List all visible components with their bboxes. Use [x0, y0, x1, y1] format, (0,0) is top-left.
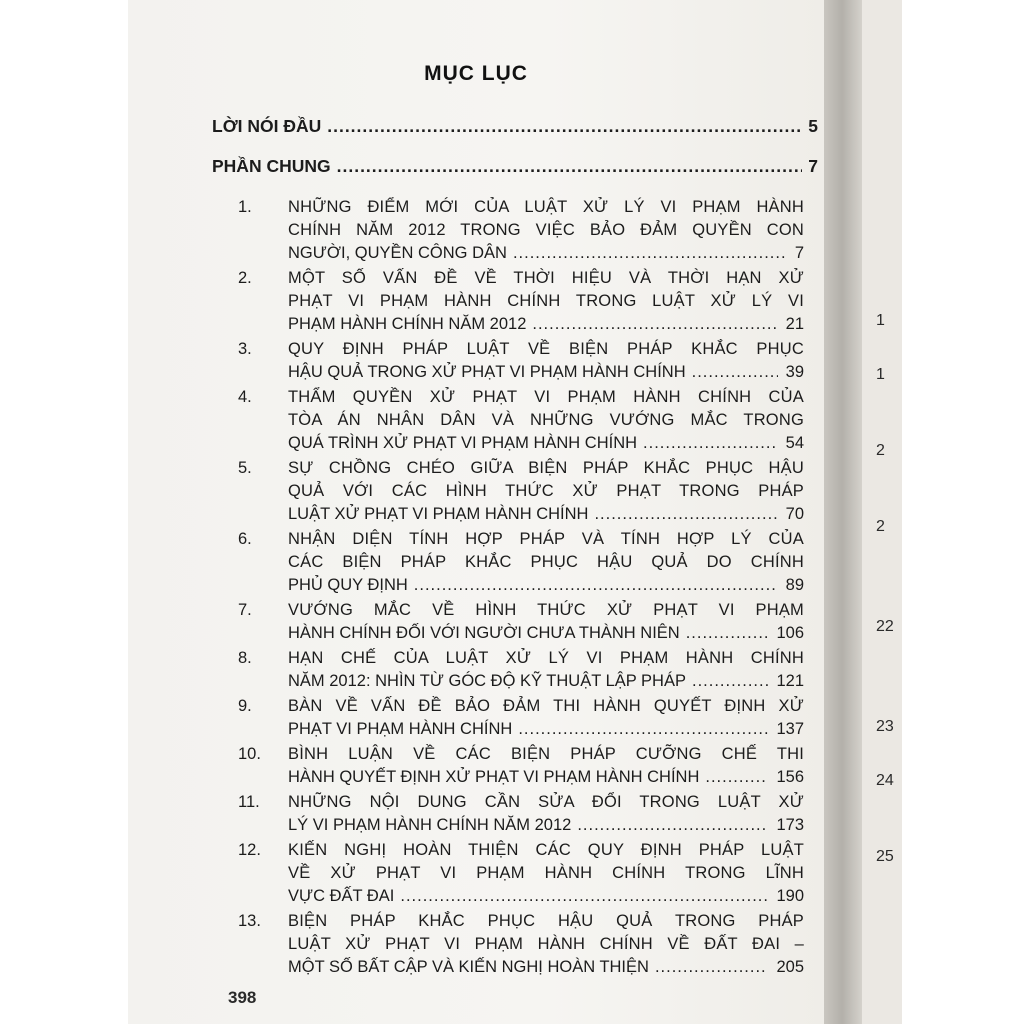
- table-of-contents: [212, 116, 818, 981]
- dot-leader: [655, 956, 769, 979]
- entry-page: 121: [776, 672, 804, 690]
- adjacent-page-number: 2: [876, 518, 885, 535]
- dot-leader: [400, 885, 768, 908]
- entry-line: HẬU QUẢ TRONG XỬ PHẠT VI PHẠM HÀNH CHÍNH: [288, 363, 686, 381]
- entry-line: PHẠT VI PHẠM HÀNH CHÍNH TRONG LUẬT XỬ LÝ VI: [288, 292, 804, 310]
- entry-page: 21: [785, 315, 804, 333]
- adjacent-page-number: 1: [876, 312, 885, 329]
- toc-entry: [212, 791, 818, 837]
- toc-entry: [212, 839, 818, 908]
- entry-line: VỀ XỬ PHẠT VI PHẠM HÀNH CHÍNH TRONG LĨNH: [288, 864, 804, 882]
- toc-entry: [212, 647, 818, 693]
- entry-line: NHỮNG ĐIỂM MỚI CỦA LUẬT XỬ LÝ VI PHẠM HÀNH: [288, 198, 804, 216]
- entry-number: 9.: [238, 697, 252, 715]
- entry-page: 190: [776, 887, 804, 905]
- page-number: 398: [228, 988, 257, 1007]
- entry-line: CHÍNH NĂM 2012 TRONG VIỆC BẢO ĐẢM QUYỀN CON: [288, 221, 804, 239]
- entry-line: LÝ VI PHẠM HÀNH CHÍNH NĂM 2012: [288, 816, 572, 834]
- entry-line: KIẾN NGHỊ HOÀN THIỆN CÁC QUY ĐỊNH PHÁP LUẬT: [288, 841, 804, 859]
- entry-page: 106: [776, 624, 804, 642]
- section-label: LỜI NÓI ĐẦU: [212, 116, 322, 136]
- page-title: MỤC LỤC: [424, 62, 528, 85]
- toc-entry: [212, 267, 818, 336]
- toc-entry: [212, 528, 818, 597]
- adjacent-page-number: 23: [876, 718, 894, 735]
- adjacent-page-number: 22: [876, 618, 894, 635]
- book-spine: [824, 0, 864, 1024]
- toc-entry: [212, 910, 818, 979]
- dot-leader: [414, 574, 778, 597]
- entry-line: HÀNH QUYẾT ĐỊNH XỬ PHẠT VI PHẠM HÀNH CHÍNH: [288, 768, 700, 786]
- entry-number: 3.: [238, 340, 252, 358]
- entry-line: VƯỚNG MẮC VỀ HÌNH THỨC XỬ PHẠT VI PHẠM: [288, 601, 804, 619]
- entry-page: 7: [794, 244, 804, 262]
- entry-line: CÁC BIỆN PHÁP KHẮC PHỤC HẬU QUẢ DO CHÍNH: [288, 553, 804, 571]
- entry-number: 1.: [238, 198, 252, 216]
- entry-line: MỘT SỐ BẤT CẬP VÀ KIẾN NGHỊ HOÀN THIỆN: [288, 958, 649, 976]
- entry-page: 39: [785, 363, 804, 381]
- entry-line: THẨM QUYỀN XỬ PHẠT VI PHẠM HÀNH CHÍNH CỦA: [288, 388, 804, 406]
- dot-leader: [692, 361, 778, 384]
- entry-line: PHẠM HÀNH CHÍNH NĂM 2012: [288, 315, 527, 333]
- dot-leader: [686, 622, 769, 645]
- entry-line: NHỮNG NỘI DUNG CẦN SỬA ĐỔI TRONG LUẬT XỬ: [288, 793, 804, 811]
- entry-line: LUẬT XỬ PHẠT VI PHẠM HÀNH CHÍNH: [288, 505, 589, 523]
- entry-page: 70: [785, 505, 804, 523]
- dot-leader: [532, 313, 777, 336]
- dot-leader: [692, 670, 768, 693]
- dot-leader: [577, 814, 768, 837]
- entry-page: 205: [776, 958, 804, 976]
- entry-line: NĂM 2012: NHÌN TỪ GÓC ĐỘ KỸ THUẬT LẬP PHÁP: [288, 672, 686, 690]
- entry-line: HẠN CHẾ CỦA LUẬT XỬ LÝ VI PHẠM HÀNH CHÍNH: [288, 649, 804, 667]
- toc-entry: [212, 386, 818, 455]
- toc-entry: [212, 599, 818, 645]
- entry-number: 5.: [238, 459, 252, 477]
- section-label: PHẦN CHUNG: [212, 156, 331, 176]
- entry-line: QUẢ VỚI CÁC HÌNH THỨC XỬ PHẠT TRONG PHÁP: [288, 482, 804, 500]
- entry-page: 173: [776, 816, 804, 834]
- toc-section: [212, 156, 818, 178]
- entry-number: 8.: [238, 649, 252, 667]
- entry-line: BÌNH LUẬN VỀ CÁC BIỆN PHÁP CƯỠNG CHẾ THI: [288, 745, 804, 763]
- entry-number: 10.: [238, 745, 261, 763]
- adjacent-page: [862, 0, 902, 1024]
- entry-page: 137: [776, 720, 804, 738]
- adjacent-page-number: 24: [876, 772, 894, 789]
- entry-line: QUY ĐỊNH PHÁP LUẬT VỀ BIỆN PHÁP KHẮC PHỤC: [288, 340, 804, 358]
- dot-leader: [327, 116, 802, 137]
- entry-number: 11.: [238, 793, 260, 811]
- entry-page: 156: [776, 768, 804, 786]
- entry-line: LUẬT XỬ PHẠT VI PHẠM HÀNH CHÍNH VỀ ĐẤT ĐAI –: [288, 935, 804, 953]
- adjacent-page-number: 2: [876, 442, 885, 459]
- entry-line: NGƯỜI, QUYỀN CÔNG DÂN: [288, 244, 507, 262]
- book-page: [128, 0, 824, 1024]
- entry-line: MỘT SỐ VẤN ĐỀ VỀ THỜI HIỆU VÀ THỜI HẠN XỬ: [288, 269, 804, 287]
- entry-page: 54: [785, 434, 804, 452]
- entry-line: SỰ CHỒNG CHÉO GIỮA BIỆN PHÁP KHẮC PHỤC HẬU: [288, 459, 804, 477]
- entry-line: VỰC ĐẤT ĐAI: [288, 887, 395, 905]
- dot-leader: [643, 432, 778, 455]
- toc-entry: [212, 457, 818, 526]
- adjacent-page-number: 25: [876, 848, 894, 865]
- entry-number: 4.: [238, 388, 252, 406]
- adjacent-page-number: 1: [876, 366, 885, 383]
- section-page: 7: [808, 156, 818, 176]
- toc-entry: [212, 743, 818, 789]
- toc-entry: [212, 695, 818, 741]
- entry-line: PHỦ QUY ĐỊNH: [288, 576, 408, 594]
- toc-entry: [212, 196, 818, 265]
- entry-line: HÀNH CHÍNH ĐỐI VỚI NGƯỜI CHƯA THÀNH NIÊN: [288, 624, 680, 642]
- toc-section: [212, 116, 818, 138]
- entry-line: NHẬN DIỆN TÍNH HỢP PHÁP VÀ TÍNH HỢP LÝ CỦA: [288, 530, 804, 548]
- entry-page: 89: [785, 576, 804, 594]
- entry-line: QUÁ TRÌNH XỬ PHẠT VI PHẠM HÀNH CHÍNH: [288, 434, 638, 452]
- entry-line: TÒA ÁN NHÂN DÂN VÀ NHỮNG VƯỚNG MẮC TRONG: [288, 411, 804, 429]
- entry-line: BIỆN PHÁP KHẮC PHỤC HẬU QUẢ TRONG PHÁP: [288, 912, 804, 930]
- dot-leader: [513, 242, 787, 265]
- entry-number: 6.: [238, 530, 252, 548]
- dot-leader: [705, 766, 768, 789]
- dot-leader: [518, 718, 768, 741]
- entry-line: PHẠT VI PHẠM HÀNH CHÍNH: [288, 720, 513, 738]
- toc-entry: [212, 338, 818, 384]
- section-page: 5: [808, 116, 818, 136]
- dot-leader: [594, 503, 777, 526]
- entry-number: 2.: [238, 269, 252, 287]
- entry-number: 13.: [238, 912, 261, 930]
- entry-line: BÀN VỀ VẤN ĐỀ BẢO ĐẢM THI HÀNH QUYẾT ĐỊNH XỬ: [288, 697, 804, 715]
- entry-number: 7.: [238, 601, 252, 619]
- entry-number: 12.: [238, 841, 261, 859]
- dot-leader: [337, 156, 803, 177]
